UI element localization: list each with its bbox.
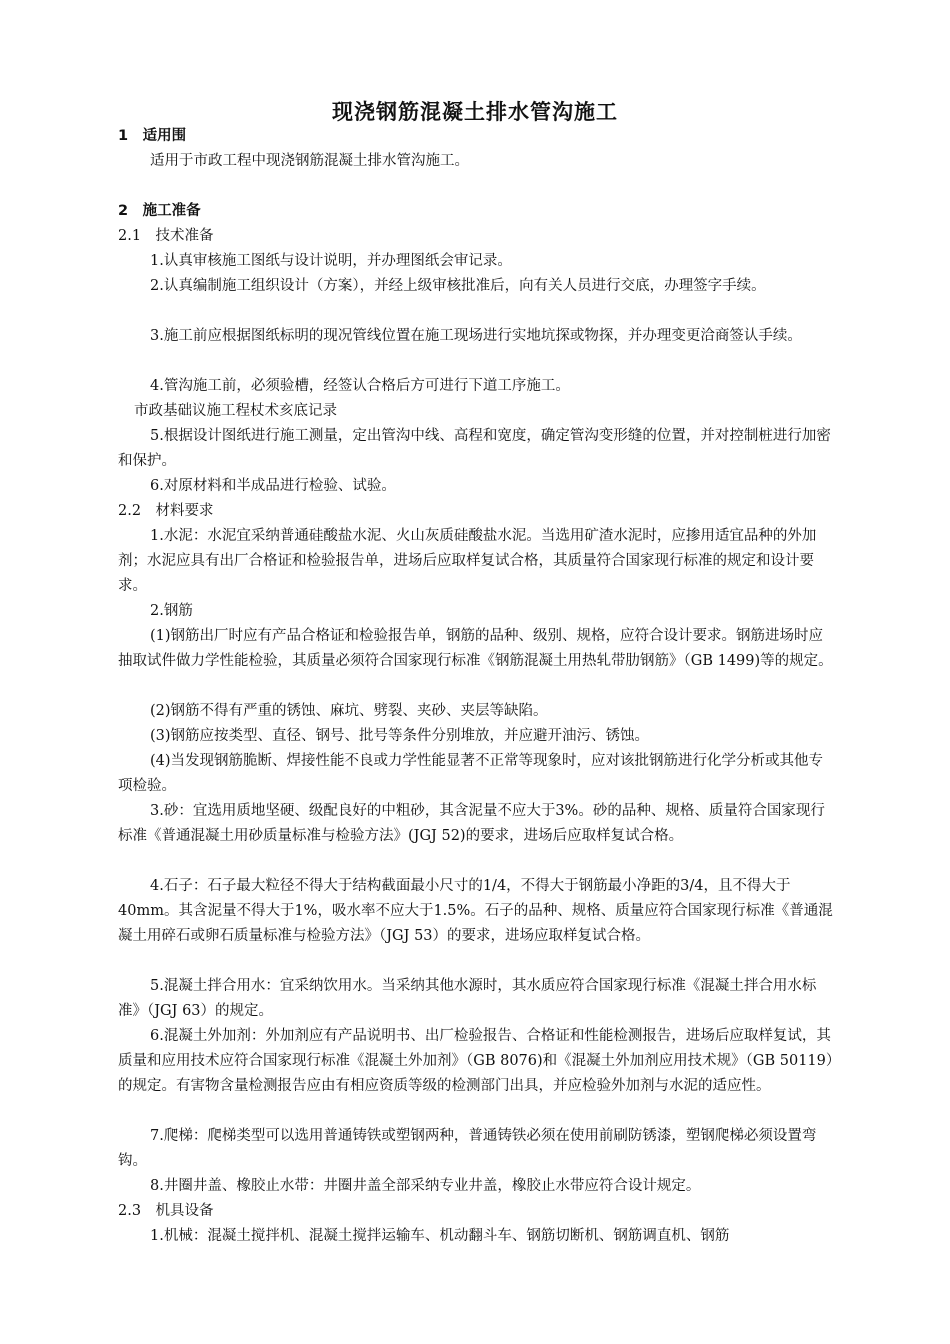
section-2-2-item-8: 8.井圈井盖、橡胶止水带：井圈井盖全部采纳专业井盖，橡胶止水带应符合设计规定。	[150, 1178, 701, 1194]
section-1-heading: 1 适用围	[118, 128, 187, 144]
section-2-1-item-3: 3.施工前应根据图纸标明的现况管线位置在施工现场进行实地坑探或物探，并办理变更洽商签认手续。	[150, 328, 802, 344]
document-title: 现浇钢筋混凝土排水管沟施工	[332, 100, 618, 124]
section-1-body: 适用于市政工程中现浇钢筋混凝土排水管沟施工。	[150, 153, 469, 169]
section-2-1-item-4: 4.管沟施工前，必须验槽，经签认合格后方可进行下道工序施工。	[150, 378, 570, 394]
section-2-1-heading: 2.1 技术准备	[118, 228, 214, 244]
section-2-2-item-2-3: (3)钢筋应按类型、直径、钢号、批号等条件分别堆放，并应避开油污、锈蚀。	[150, 728, 650, 744]
section-2-2-item-3: 3.砂：宜选用质地坚硬、级配良好的中粗砂，其含泥量不应大于3%。砂的品种、规格、质量符合国家现行标准《普通混凝土用砂质量标准与检验方法》(JGJ 52)的要求，进场后应取样复试合格。	[118, 803, 825, 844]
section-2-3-heading: 2.3 机具设备	[118, 1203, 214, 1219]
section-2-2-item-2: 2.钢筋	[150, 603, 193, 619]
section-2-2-item-5: 5.混凝土拌合用水：宜采纳饮用水。当采纳其他水源时，其水质应符合国家现行标准《混凝土拌合用水标准》（JGJ 63）的规定。	[118, 978, 817, 1019]
section-2-2-item-2-4: (4)当发现钢筋脆断、焊接性能不良或力学性能显著不正常等现象时，应对该批钢筋进行化学分析或其他专项检验。	[118, 753, 824, 794]
section-2-2-item-1: 1.水泥：水泥宜采纳普通硅酸盐水泥、火山灰质硅酸盐水泥。当选用矿渣水泥时，应掺用适宜品种的外加剂；水泥应具有出厂合格证和检验报告单，进场后应取样复试合格，其质量符合国家现行标准的规定和设计要求。	[118, 528, 817, 594]
section-2-2-item-2-1: (1)钢筋出厂时应有产品合格证和检验报告单，钢筋的品种、级别、规格，应符合设计要求。钢筋进场时应抽取试件做力学性能检验，其质量必须符合国家现行标准《钢筋混凝土用热轧带肋钢筋》（GB 1499)等的规定。	[118, 628, 833, 669]
section-2-2-heading: 2.2 材料要求	[118, 503, 214, 519]
section-2-heading: 2 施工准备	[118, 203, 201, 219]
section-2-1-note: 市政基础议施工程杖术亥底记录	[134, 403, 337, 419]
section-2-2-item-6: 6.混凝土外加剂：外加剂应有产品说明书、出厂检验报告、合格证和性能检测报告，进场后应取样复试，其质量和应用技术应符合国家现行标准《混凝土外加剂》（GB 8076)和《混凝土外加剂应用技术规》（GB 50119）的规定。有害物含量检测报告应由有相应资质等级的检测部门出具，并应检验外加剂与水泥的适应性。	[118, 1028, 834, 1094]
section-2-1-item-2: 2.认真编制施工组织设计（方案），并经上级审核批准后，向有关人员进行交底，办理签字手续。	[150, 278, 766, 294]
section-2-2-item-4: 4.石子：石子最大粒径不得大于结构截面最小尺寸的1/4，不得大于钢筋最小净距的3/4，且不得大于40mm。其含泥量不得大于1%，吸水率不应大于1.5%。石子的品种、规格、质量应符合国家现行标准《普通混凝土用碎石或卵石质量标准与检验方法》（JGJ 53）的要求，进场应取样复试合格。	[118, 878, 833, 944]
section-2-2-item-7: 7.爬梯：爬梯类型可以选用普通铸铁或塑钢两种，普通铸铁必须在使用前刷防锈漆，塑钢爬梯必须设置弯钩。	[118, 1128, 817, 1169]
section-2-1-item-6: 6.对原材料和半成品进行检验、试验。	[150, 478, 396, 494]
section-2-2-item-2-2: (2)钢筋不得有严重的锈蚀、麻坑、劈裂、夹砂、夹层等缺陷。	[150, 703, 548, 719]
section-2-1-item-5: 5.根据设计图纸进行施工测量，定出管沟中线、高程和宽度，确定管沟变形缝的位置，并对控制桩进行加密和保护。	[118, 428, 831, 469]
section-2-3-item-1: 1.机械：混凝土搅拌机、混凝土搅拌运输车、机动翻斗车、钢筋切断机、钢筋调直机、钢筋	[150, 1228, 730, 1244]
section-2-1-item-1: 1.认真审核施工图纸与设计说明，并办理图纸会审记录。	[150, 253, 512, 269]
